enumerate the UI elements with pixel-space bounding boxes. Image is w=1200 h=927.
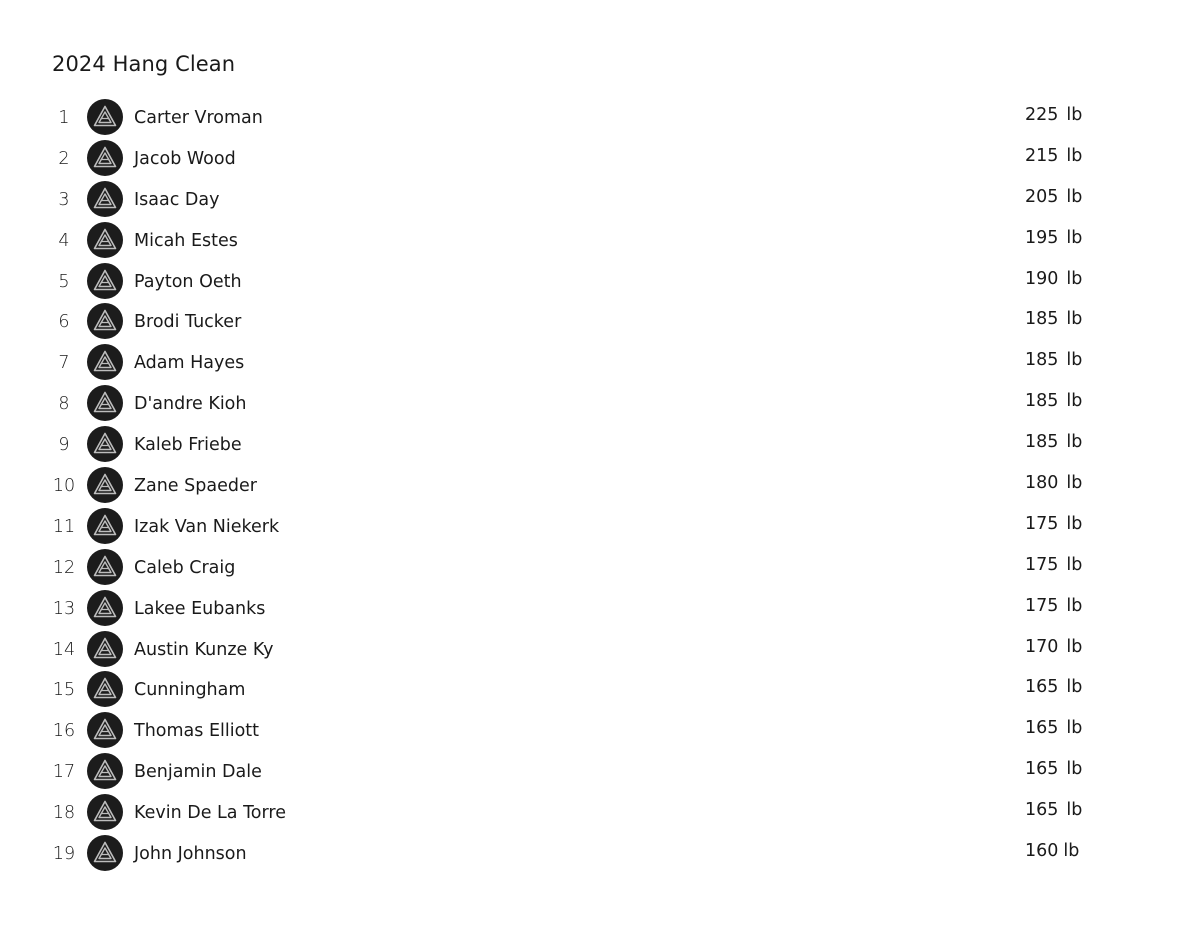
- weight-value: 205: [1025, 186, 1059, 207]
- avatar: [87, 508, 123, 544]
- lift-weight: [1025, 226, 1082, 250]
- triangle-logo-icon: [92, 390, 118, 416]
- lift-weight: [1025, 594, 1082, 618]
- triangle-logo-icon: [92, 104, 118, 130]
- leaderboard-row: [0, 261, 1200, 302]
- triangle-logo-icon: [92, 717, 118, 743]
- rank-number: 11: [52, 516, 76, 537]
- lift-weight: [1025, 185, 1082, 209]
- weight-unit: lb: [1066, 145, 1083, 166]
- leaderboard-row: [0, 629, 1200, 670]
- leaderboard-row: [0, 547, 1200, 588]
- weight-value: 165: [1025, 800, 1059, 821]
- weight-unit: lb: [1066, 595, 1083, 616]
- lift-weight: [1025, 635, 1082, 659]
- athlete-name: Austin Kunze Ky: [134, 639, 274, 660]
- avatar: [87, 590, 123, 626]
- triangle-logo-icon: [92, 554, 118, 580]
- leaderboard-row: [0, 179, 1200, 220]
- triangle-logo-icon: [92, 349, 118, 375]
- weight-unit: lb: [1066, 513, 1083, 534]
- rank-number: 4: [58, 230, 70, 251]
- weight-unit: lb: [1066, 391, 1083, 412]
- rank-number: 13: [52, 598, 76, 619]
- triangle-logo-icon: [92, 186, 118, 212]
- athlete-name: Zane Spaeder: [134, 476, 257, 497]
- triangle-logo-icon: [92, 431, 118, 457]
- weight-value: 215: [1025, 145, 1059, 166]
- weight-value: 185: [1025, 432, 1059, 453]
- athlete-name: Izak Van Niekerk: [134, 516, 280, 537]
- triangle-logo-icon: [92, 145, 118, 171]
- lift-weight: [1025, 471, 1082, 495]
- weight-unit: lb: [1066, 268, 1083, 289]
- athlete-name: Caleb Craig: [134, 557, 236, 578]
- lift-weight: [1025, 144, 1082, 168]
- avatar: [87, 140, 123, 176]
- leaderboard-row: [0, 751, 1200, 792]
- triangle-logo-icon: [92, 472, 118, 498]
- weight-unit: lb: [1066, 759, 1083, 780]
- weight-value: 195: [1025, 227, 1059, 248]
- rank-number: 15: [52, 680, 76, 701]
- weight-unit: lb: [1066, 636, 1083, 657]
- leaderboard-row: [0, 301, 1200, 342]
- athlete-name: D'andre Kioh: [134, 394, 247, 415]
- leaderboard-list: [0, 97, 1200, 874]
- weight-unit: lb: [1066, 309, 1083, 330]
- leaderboard-row: [0, 833, 1200, 874]
- avatar: [87, 303, 123, 339]
- lift-weight: [1025, 757, 1082, 781]
- lift-weight: [1025, 512, 1082, 536]
- athlete-name: Jacob Wood: [134, 148, 236, 169]
- rank-number: 9: [58, 435, 70, 456]
- athlete-name: John Johnson: [134, 844, 247, 865]
- leaderboard-row: [0, 506, 1200, 547]
- triangle-logo-icon: [92, 799, 118, 825]
- athlete-name: Micah Estes: [134, 230, 238, 251]
- lift-weight: [1025, 267, 1082, 291]
- triangle-logo-icon: [92, 308, 118, 334]
- weight-unit: lb: [1066, 800, 1083, 821]
- lift-weight: [1025, 307, 1082, 331]
- leaderboard-row: [0, 588, 1200, 629]
- rank-number: 19: [52, 844, 76, 865]
- weight-value: 165: [1025, 677, 1059, 698]
- lift-weight: [1025, 430, 1082, 454]
- weight-value: 170: [1025, 636, 1059, 657]
- leaderboard-row: [0, 792, 1200, 833]
- lift-weight: [1025, 553, 1082, 577]
- lift-weight: [1025, 716, 1082, 740]
- rank-number: 14: [52, 639, 76, 660]
- rank-number: 1: [58, 108, 70, 128]
- avatar: [87, 712, 123, 748]
- weight-value: 175: [1025, 554, 1059, 575]
- avatar: [87, 549, 123, 585]
- triangle-logo-icon: [92, 636, 118, 662]
- weight-unit: lb: [1066, 554, 1083, 575]
- athlete-name: Carter Vroman: [134, 108, 263, 128]
- triangle-logo-icon: [92, 840, 118, 866]
- avatar: [87, 181, 123, 217]
- leaderboard-row: [0, 342, 1200, 383]
- athlete-name: Payton Oeth: [134, 271, 242, 292]
- weight-value: 185: [1025, 350, 1059, 371]
- avatar: [87, 263, 123, 299]
- athlete-name: Adam Hayes: [134, 353, 245, 374]
- athlete-name: Thomas Elliott: [134, 721, 260, 742]
- leaderboard-row: [0, 669, 1200, 710]
- leaderboard-row: [0, 138, 1200, 179]
- weight-value: 185: [1025, 309, 1059, 330]
- athlete-name: Brodi Tucker: [134, 312, 242, 333]
- weight-unit: lb: [1066, 432, 1083, 453]
- rank-number: 5: [58, 271, 70, 292]
- weight-value: 160: [1025, 841, 1059, 862]
- weight-unit: lb: [1066, 473, 1083, 494]
- leaderboard-row: [0, 465, 1200, 506]
- athlete-name: Lakee Eubanks: [134, 598, 266, 619]
- weight-unit: lb: [1066, 677, 1083, 698]
- lift-weight: [1025, 103, 1082, 127]
- weight-unit: lb: [1066, 105, 1083, 125]
- avatar: [87, 753, 123, 789]
- athlete-name: Kaleb Friebe: [134, 435, 242, 456]
- lift-weight: [1025, 675, 1082, 699]
- rank-number: 8: [58, 394, 70, 415]
- lift-weight: [1025, 798, 1082, 822]
- avatar: [87, 99, 123, 135]
- leaderboard-row: [0, 710, 1200, 751]
- rank-number: 18: [52, 803, 76, 824]
- weight-unit: lb: [1066, 227, 1083, 248]
- athlete-name: Benjamin Dale: [134, 762, 262, 783]
- weight-unit: lb: [1066, 350, 1083, 371]
- leaderboard-row: [0, 97, 1200, 138]
- avatar: [87, 794, 123, 830]
- weight-value: 175: [1025, 595, 1059, 616]
- weight-value: 180: [1025, 473, 1059, 494]
- avatar: [87, 467, 123, 503]
- athlete-name: Kevin De La Torre: [134, 803, 286, 824]
- avatar: [87, 835, 123, 871]
- leaderboard-row: [0, 424, 1200, 465]
- rank-number: 3: [58, 189, 70, 210]
- leaderboard-row: [0, 220, 1200, 261]
- weight-unit: lb: [1066, 718, 1083, 739]
- weight-value: 190: [1025, 268, 1059, 289]
- lift-weight: [1025, 839, 1079, 863]
- avatar: [87, 222, 123, 258]
- avatar: [87, 426, 123, 462]
- avatar: [87, 385, 123, 421]
- weight-value: 165: [1025, 718, 1059, 739]
- lift-weight: [1025, 389, 1082, 413]
- rank-number: 7: [58, 353, 70, 374]
- athlete-name: Cunningham: [134, 680, 246, 701]
- weight-unit: lb: [1063, 841, 1080, 862]
- avatar: [87, 344, 123, 380]
- athlete-name: Isaac Day: [134, 189, 220, 210]
- leaderboard-title: 2024 Hang Clean: [52, 52, 236, 76]
- triangle-logo-icon: [92, 676, 118, 702]
- triangle-logo-icon: [92, 758, 118, 784]
- weight-value: 185: [1025, 391, 1059, 412]
- weight-value: 225: [1025, 105, 1059, 125]
- triangle-logo-icon: [92, 227, 118, 253]
- weight-value: 175: [1025, 513, 1059, 534]
- triangle-logo-icon: [92, 595, 118, 621]
- triangle-logo-icon: [92, 268, 118, 294]
- rank-number: 16: [52, 721, 76, 742]
- triangle-logo-icon: [92, 513, 118, 539]
- weight-unit: lb: [1066, 186, 1083, 207]
- avatar: [87, 631, 123, 667]
- leaderboard-row: [0, 383, 1200, 424]
- weight-value: 165: [1025, 759, 1059, 780]
- rank-number: 2: [58, 148, 70, 169]
- rank-number: 12: [52, 557, 76, 578]
- lift-weight: [1025, 348, 1082, 372]
- rank-number: 17: [52, 762, 76, 783]
- rank-number: 10: [52, 476, 76, 497]
- rank-number: 6: [58, 312, 70, 333]
- avatar: [87, 671, 123, 707]
